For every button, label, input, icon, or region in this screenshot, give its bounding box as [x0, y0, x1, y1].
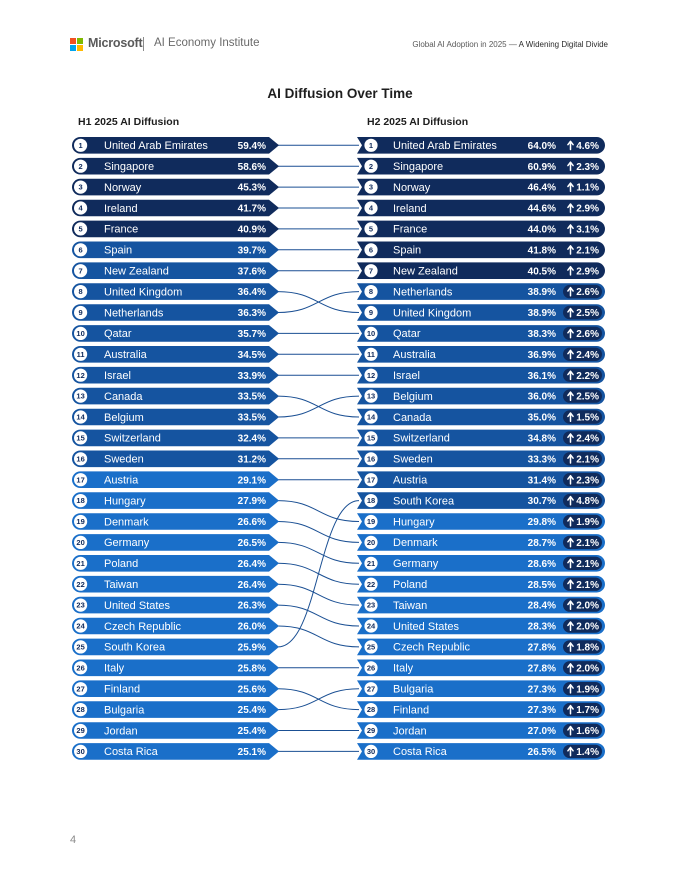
h1-country-name: Jordan — [104, 725, 138, 738]
rank-number: 5 — [78, 224, 83, 234]
h2-row — [357, 660, 605, 677]
h2-row — [357, 451, 605, 468]
h1-row — [72, 304, 279, 321]
h1-diffusion-value: 26.4% — [237, 558, 266, 570]
h2-diffusion-value: 33.3% — [527, 454, 556, 466]
h1-row — [72, 137, 279, 154]
rank-number: 14 — [366, 412, 376, 422]
rank-number: 17 — [76, 475, 85, 485]
connector-line — [278, 292, 359, 313]
h1-row — [72, 430, 279, 447]
h2-diffusion-value: 27.8% — [527, 663, 556, 675]
rank-number: 8 — [368, 287, 374, 297]
change-value: 2.0% — [576, 600, 599, 612]
h2-country-name: Hungary — [393, 516, 435, 529]
h2-row — [357, 430, 605, 447]
h2-country-name: Norway — [393, 181, 431, 194]
rank-number: 10 — [366, 329, 376, 338]
h2-diffusion-value: 27.8% — [527, 642, 556, 654]
h2-country-name: United Kingdom — [393, 307, 472, 320]
h1-row — [72, 179, 279, 196]
change-value: 4.8% — [576, 496, 599, 508]
connector-line — [278, 626, 359, 647]
h1-row — [72, 743, 279, 760]
rank-number: 2 — [368, 161, 374, 171]
change-value: 1.7% — [576, 705, 599, 717]
rank-number: 28 — [76, 705, 85, 715]
h1-diffusion-value: 58.6% — [237, 161, 266, 173]
rank-number: 11 — [367, 349, 375, 359]
h2-row — [357, 680, 605, 697]
rank-number: 15 — [366, 433, 376, 443]
h2-row — [357, 221, 605, 238]
rank-number: 8 — [78, 287, 83, 297]
h2-diffusion-value: 34.8% — [527, 433, 556, 445]
h1-country-name: South Korea — [104, 641, 166, 654]
rank-number: 9 — [78, 308, 83, 318]
h1-diffusion-value: 26.6% — [237, 517, 266, 529]
h1-row — [72, 555, 279, 572]
h2-row — [357, 346, 605, 363]
change-value: 2.0% — [576, 663, 599, 675]
h1-row — [72, 492, 279, 509]
connector-line — [278, 522, 359, 543]
h2-country-name: Austria — [393, 474, 428, 487]
h2-row — [357, 283, 605, 300]
rank-connectors — [278, 145, 359, 751]
h2-row — [357, 158, 605, 175]
h2-diffusion-value: 36.9% — [527, 349, 556, 361]
h1-row — [72, 200, 279, 217]
h2-country-name: Ireland — [393, 202, 427, 215]
h1-country-name: Germany — [104, 537, 150, 550]
h2-country-name: Taiwan — [393, 599, 428, 612]
rank-number: 23 — [366, 600, 376, 610]
h1-diffusion-value: 59.4% — [237, 140, 266, 152]
h1-diffusion-value: 25.4% — [237, 705, 266, 717]
change-value: 2.4% — [576, 433, 599, 445]
h1-country-name: Bulgaria — [104, 704, 145, 717]
rank-number: 1 — [78, 140, 83, 150]
h2-row — [357, 722, 605, 739]
h1-diffusion-value: 29.1% — [237, 475, 266, 487]
rank-number: 25 — [366, 642, 376, 652]
h1-diffusion-value: 34.5% — [237, 349, 266, 361]
h1-diffusion-value: 26.5% — [237, 538, 266, 549]
change-value: 2.3% — [576, 161, 599, 173]
h2-diffusion-value: 28.5% — [527, 579, 556, 591]
brand-name: Microsoft — [88, 36, 143, 50]
h2-diffusion-value: 64.0% — [527, 140, 556, 152]
change-value: 2.2% — [576, 370, 599, 382]
rank-number: 21 — [76, 558, 85, 568]
rank-number: 16 — [366, 454, 376, 464]
h1-row — [72, 660, 279, 677]
h2-country-name: Bulgaria — [393, 683, 434, 696]
h2-country-name: Qatar — [393, 328, 421, 341]
h1-row — [72, 597, 279, 614]
change-value: 2.5% — [576, 391, 599, 403]
h1-row — [72, 388, 279, 405]
h1-diffusion-value: 36.3% — [237, 308, 266, 320]
h1-row — [72, 576, 279, 593]
h1-diffusion-value: 37.6% — [237, 266, 266, 278]
h1-country-name: Denmark — [104, 516, 149, 529]
h1-country-name: Switzerland — [104, 432, 161, 445]
h2-diffusion-value: 36.0% — [527, 391, 556, 403]
h2-country-name: France — [393, 223, 428, 236]
h2-diffusion-value: 26.5% — [527, 747, 556, 758]
change-value: 2.5% — [576, 308, 599, 320]
h1-country-name: Sweden — [104, 453, 144, 466]
h2-diffusion-value: 46.4% — [527, 182, 556, 194]
h1-country-name: United Kingdom — [104, 286, 183, 299]
h1-country-name: Austria — [104, 474, 139, 487]
h1-country-name: Costa Rica — [104, 746, 158, 759]
h2-country-name: Poland — [393, 579, 428, 591]
rank-number: 19 — [76, 517, 85, 527]
rank-number: 2 — [78, 161, 83, 171]
h1-diffusion-value: 25.8% — [237, 663, 266, 675]
h1-country-name: France — [104, 223, 139, 236]
h2-row — [357, 242, 605, 259]
rank-number: 30 — [76, 747, 85, 756]
h2-diffusion-value: 28.7% — [527, 538, 556, 549]
h1-diffusion-value: 26.0% — [237, 621, 266, 633]
rank-number: 5 — [368, 224, 374, 234]
h2-diffusion-value: 41.8% — [527, 245, 556, 257]
h2-country-name: Canada — [393, 411, 432, 424]
rank-number: 1 — [368, 140, 374, 150]
h2-diffusion-value: 27.3% — [527, 705, 556, 717]
h2-country-name: Netherlands — [393, 286, 453, 299]
rank-number: 24 — [76, 621, 85, 631]
h2-country-name: Germany — [393, 558, 439, 571]
change-value: 1.9% — [576, 684, 599, 696]
h1-diffusion-value: 26.4% — [237, 579, 266, 591]
h1-country-name: Taiwan — [104, 579, 139, 591]
rank-number: 3 — [368, 182, 374, 192]
rank-number: 13 — [366, 391, 376, 401]
change-value: 1.5% — [576, 412, 599, 424]
change-value: 1.8% — [576, 642, 599, 654]
h2-country-name: Jordan — [393, 725, 427, 738]
h2-country-name: Israel — [393, 370, 420, 382]
h1-diffusion-value: 25.1% — [237, 747, 266, 758]
h2-row — [357, 555, 605, 572]
rank-number: 3 — [78, 182, 83, 192]
h1-diffusion-value: 33.5% — [237, 391, 266, 403]
h2-country-name: Denmark — [393, 537, 438, 550]
connector-line — [278, 396, 359, 417]
h1-row — [72, 283, 279, 300]
h2-row — [357, 471, 605, 488]
h1-country-name: Belgium — [104, 411, 144, 424]
h1-row — [72, 513, 279, 530]
rank-number: 10 — [76, 329, 85, 338]
h1-diffusion-value: 41.7% — [237, 203, 266, 215]
h2-row — [357, 200, 605, 217]
rank-number: 20 — [76, 538, 85, 547]
change-value: 2.1% — [576, 558, 599, 570]
h1-country-name: Spain — [104, 244, 133, 257]
change-value: 1.1% — [576, 182, 599, 194]
rank-number: 9 — [368, 308, 374, 318]
change-value: 1.9% — [576, 517, 599, 529]
h1-row — [72, 639, 279, 656]
rank-number: 18 — [76, 496, 85, 506]
change-value: 2.9% — [576, 266, 599, 278]
h1-diffusion-value: 33.9% — [237, 370, 266, 382]
rank-number: 28 — [366, 705, 376, 715]
h2-row — [357, 388, 605, 405]
rank-number: 13 — [76, 391, 85, 401]
h1-country-name: Canada — [104, 390, 143, 403]
h1-diffusion-value: 25.4% — [237, 726, 266, 738]
h2-diffusion-value: 60.9% — [527, 161, 556, 173]
h1-country-name: Hungary — [104, 495, 146, 508]
h1-row — [72, 262, 279, 279]
h2-row — [357, 325, 605, 342]
change-value: 3.1% — [576, 224, 599, 236]
rank-number: 6 — [78, 245, 83, 255]
rank-number: 19 — [366, 517, 376, 527]
h1-country-name: Finland — [104, 683, 141, 696]
change-value: 2.1% — [576, 245, 599, 257]
h2-row — [357, 367, 605, 384]
h2-diffusion-value: 30.7% — [527, 496, 556, 508]
h1-row — [72, 409, 279, 426]
h2-row — [357, 597, 605, 614]
h2-country-name: Singapore — [393, 161, 444, 173]
rank-number: 27 — [366, 684, 376, 694]
h1-diffusion-value: 25.6% — [237, 684, 266, 696]
rank-number: 4 — [78, 203, 83, 213]
change-value: 2.4% — [576, 349, 599, 361]
rank-number: 12 — [76, 370, 85, 380]
h2-row — [357, 701, 605, 718]
h1-row — [72, 451, 279, 468]
change-value: 2.0% — [576, 621, 599, 633]
h1-diffusion-value: 33.5% — [237, 412, 266, 424]
h1-row — [72, 325, 279, 342]
h2-row — [357, 137, 605, 154]
h1-country-name: United States — [104, 599, 171, 612]
change-value: 2.3% — [576, 475, 599, 487]
rank-number: 20 — [366, 538, 376, 547]
rank-number: 23 — [76, 600, 85, 610]
h1-country-name: Poland — [104, 558, 139, 571]
page-number: 4 — [70, 834, 77, 846]
h2-country-name: Australia — [393, 349, 436, 362]
change-value: 2.9% — [576, 203, 599, 215]
rank-number: 29 — [366, 726, 376, 736]
h1-diffusion-value: 39.7% — [237, 245, 266, 257]
h2-row — [357, 179, 605, 196]
connector-line — [278, 605, 359, 626]
rank-number: 25 — [76, 642, 85, 652]
h1-country-name: Qatar — [104, 328, 132, 341]
change-value: 2.1% — [576, 454, 599, 466]
rank-number: 30 — [366, 747, 376, 756]
change-value: 1.6% — [576, 726, 599, 738]
h2-diffusion-value: 29.8% — [527, 517, 556, 529]
rank-number: 7 — [368, 266, 374, 276]
h2-country-name: South Korea — [393, 495, 455, 508]
h2-country-name: United Arab Emirates — [393, 140, 497, 153]
h2-diffusion-value: 27.0% — [527, 726, 556, 738]
h2-diffusion-value: 35.0% — [527, 412, 556, 424]
h2-row — [357, 743, 605, 760]
h1-country-name: Australia — [104, 349, 147, 362]
h1-row — [72, 618, 279, 635]
h2-diffusion-value: 27.3% — [527, 684, 556, 696]
rank-number: 17 — [366, 475, 376, 485]
h2-country-name: Sweden — [393, 453, 433, 466]
h2-diffusion-value: 36.1% — [527, 370, 556, 382]
h2-country-name: Italy — [393, 662, 414, 675]
connector-line — [278, 542, 359, 563]
institute-name: AI Economy Institute — [154, 37, 260, 49]
report-title-emphasis: A Widening Digital Divide — [518, 40, 608, 49]
h2-column-title: H2 2025 AI Diffusion — [367, 116, 469, 128]
report-title-prefix: Global AI Adoption in 2025 — — [412, 40, 519, 49]
rank-number: 22 — [366, 579, 376, 589]
h2-country-name: New Zealand — [393, 265, 458, 278]
change-value: 2.6% — [576, 287, 599, 299]
h1-diffusion-value: 26.3% — [237, 600, 266, 612]
h1-row — [72, 346, 279, 363]
rank-number: 14 — [76, 412, 85, 422]
h2-diffusion-value: 44.6% — [527, 203, 556, 215]
rank-number: 11 — [76, 349, 85, 359]
h2-diffusion-value: 28.3% — [527, 621, 556, 633]
rank-number: 29 — [76, 726, 85, 736]
h2-country-name: Belgium — [393, 390, 433, 403]
h2-diffusion-value: 38.3% — [527, 329, 556, 340]
h2-diffusion-value: 44.0% — [527, 224, 556, 236]
h1-country-name: New Zealand — [104, 265, 169, 278]
h1-country-name: Israel — [104, 370, 131, 382]
h2-country-name: Czech Republic — [393, 641, 471, 654]
h2-country-name: Finland — [393, 704, 430, 717]
h1-row — [72, 701, 279, 718]
connector-line — [278, 501, 359, 522]
h2-row — [357, 304, 605, 321]
h2-diffusion-value: 38.9% — [527, 308, 556, 320]
h2-row — [357, 492, 605, 509]
h1-diffusion-value: 45.3% — [237, 182, 266, 194]
h1-row — [72, 680, 279, 697]
h1-diffusion-value: 40.9% — [237, 224, 266, 236]
rank-number: 22 — [76, 579, 85, 589]
h1-country-name: Czech Republic — [104, 620, 182, 633]
connector-line — [278, 689, 359, 710]
rank-number: 26 — [76, 663, 85, 673]
rank-number: 18 — [366, 496, 376, 506]
h1-column-title: H1 2025 AI Diffusion — [78, 116, 180, 128]
h1-country-name: Singapore — [104, 161, 155, 173]
h1-country-name: United Arab Emirates — [104, 140, 208, 153]
h2-country-name: Costa Rica — [393, 746, 447, 759]
rank-number: 4 — [368, 203, 374, 213]
rank-number: 12 — [366, 370, 376, 380]
h1-diffusion-value: 27.9% — [237, 496, 266, 508]
h2-row — [357, 513, 605, 530]
rank-number: 15 — [76, 433, 85, 443]
h2-country-name: United States — [393, 620, 460, 633]
h1-country-name: Ireland — [104, 202, 138, 215]
h1-country-name: Norway — [104, 181, 142, 194]
h2-diffusion-value: 28.4% — [527, 600, 556, 612]
rank-number: 24 — [366, 621, 376, 631]
h1-row — [72, 534, 279, 551]
rank-number: 26 — [366, 663, 376, 673]
rank-number: 6 — [368, 245, 374, 255]
h1-country-name: Italy — [104, 662, 125, 675]
h2-row — [357, 534, 605, 551]
h2-row — [357, 262, 605, 279]
h2-diffusion-value: 31.4% — [527, 475, 556, 487]
h1-diffusion-value: 32.4% — [237, 433, 266, 445]
h2-country-name: Switzerland — [393, 432, 450, 445]
change-value: 2.1% — [576, 538, 599, 549]
change-value: 1.4% — [576, 747, 599, 758]
h1-diffusion-value: 35.7% — [237, 329, 266, 340]
h2-diffusion-value: 40.5% — [527, 266, 556, 278]
h1-country-name: Netherlands — [104, 307, 164, 320]
h1-row — [72, 221, 279, 238]
change-value: 4.6% — [576, 140, 599, 152]
rank-number: 16 — [76, 454, 85, 464]
change-value: 2.1% — [576, 579, 599, 591]
rank-number: 7 — [78, 266, 83, 276]
h2-row — [357, 409, 605, 426]
h2-country-name: Spain — [393, 244, 422, 257]
rank-number: 27 — [76, 684, 85, 694]
h2-row — [357, 639, 605, 656]
h2-diffusion-value: 38.9% — [527, 287, 556, 299]
h1-row — [72, 471, 279, 488]
connector-line — [278, 584, 359, 605]
change-value: 2.6% — [576, 329, 599, 340]
h1-row — [72, 367, 279, 384]
page-title: AI Diffusion Over Time — [267, 86, 413, 101]
h2-diffusion-value: 28.6% — [527, 558, 556, 570]
h1-diffusion-value: 31.2% — [237, 454, 266, 466]
h1-diffusion-value: 36.4% — [237, 287, 266, 299]
h2-row — [357, 618, 605, 635]
h1-row — [72, 242, 279, 259]
h1-row — [72, 722, 279, 739]
rank-number: 21 — [366, 558, 376, 568]
h2-row — [357, 576, 605, 593]
h1-row — [72, 158, 279, 175]
h1-diffusion-value: 25.9% — [237, 642, 266, 654]
